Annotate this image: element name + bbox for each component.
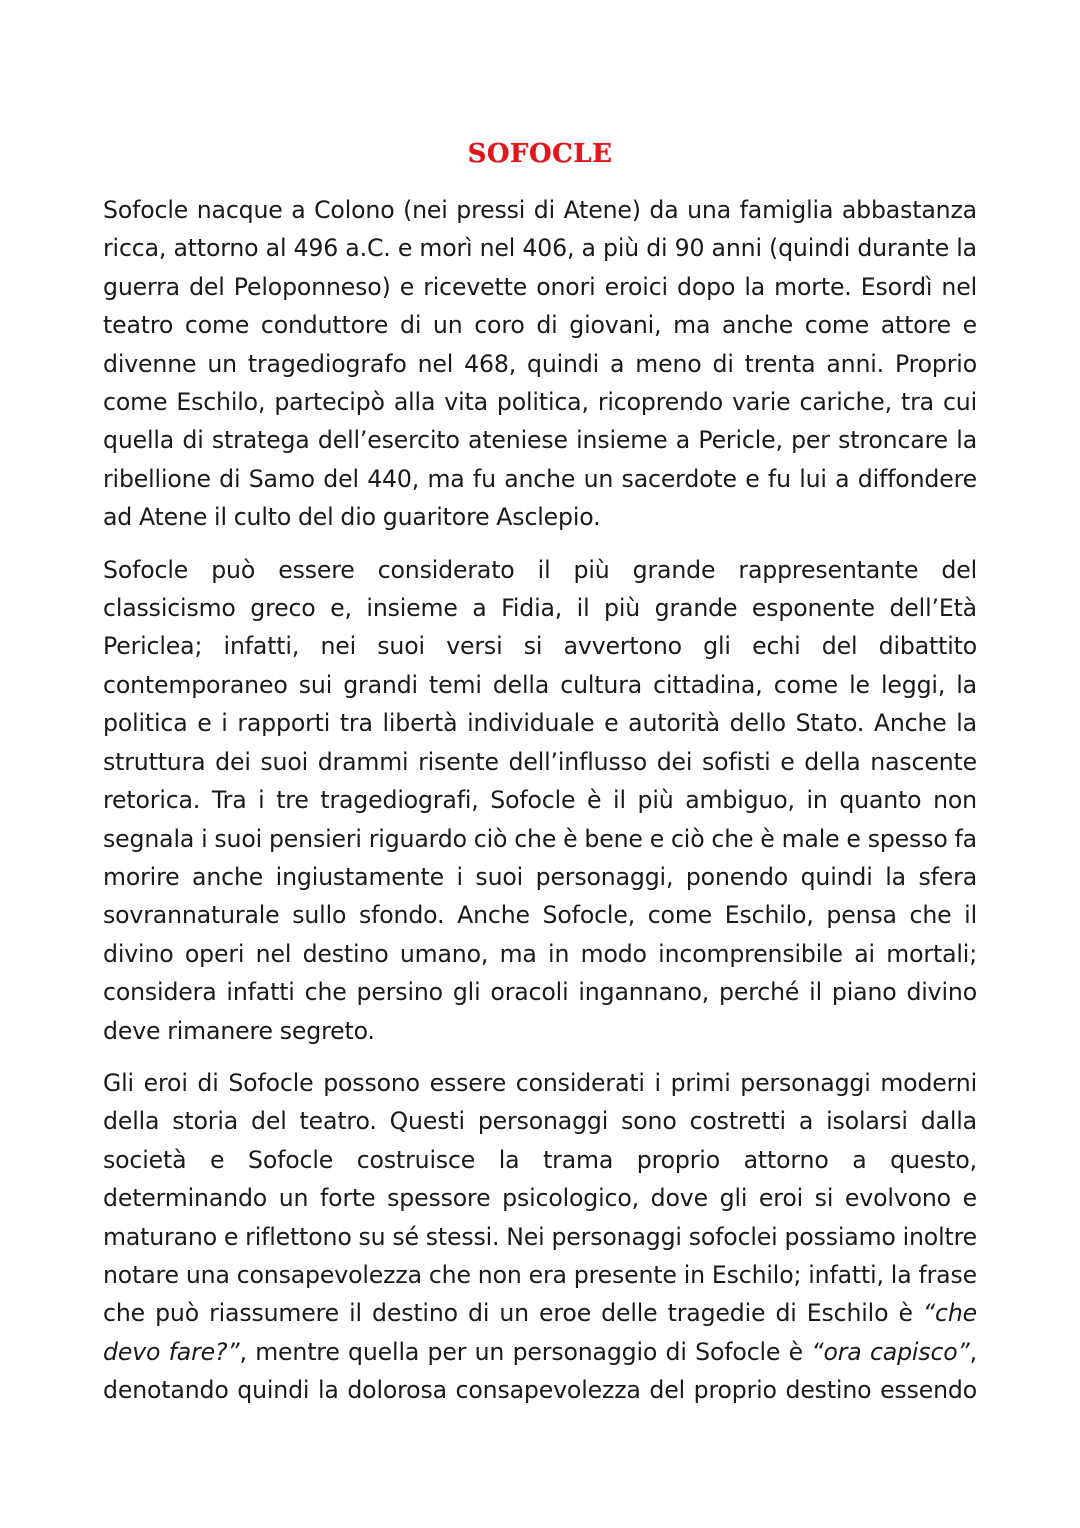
page-title: SOFOCLE [467,139,613,169]
paragraph-classicism: Sofocle può essere considerato il più grande rappresentante del classicismo greco e, insieme a Fidia, il più grande esponente dell’Età Periclea; infatti, nei suoi versi si avvertono gli echi del dibattito contemporaneo sui grandi temi della cultura cittadina, come le leggi, la politica e i rapporti tra libertà individuale e autorità dello Stato. Anche la struttura dei suoi drammi risente dell’influsso dei sofisti e della nascente retorica. Tra i tre tragediografi, Sofocle è il più ambiguo, in quanto non segnala i suoi pensieri riguardo ciò che è bene e ciò che è male e spesso fa morire anche ingiustamente i suoi personaggi, ponendo quindi la sfera sovrannaturale sullo sfondo. Anche Sofocle, come Eschilo, pensa che il divino operi nel destino umano, ma in modo incomprensibile ai mortali; considera infatti che persino gli oracoli ingannano, perché il piano divino deve rimanere segreto. [103,555,977,1045]
paragraph-heroes-text-middle: , mentre quella per un personaggio di Sofocle è [239,1337,812,1366]
paragraph-biography: Sofocle nacque a Colono (nei pressi di Atene) da una famiglia abbastanza ricca, attorno al 496 a.C. e morì nel 406, a più di 90 anni (quindi durante la guerra del Peloponneso) e ricevette onori eroici dopo la morte. Esordì nel teatro come conduttore di un coro di giovani, ma anche come attore e divenne un tragediografo nel 468, quindi a meno di trenta anni. Proprio come Eschilo, partecipò alla vita politica, ricoprendo varie cariche, tra cui quella di stratega dell’esercito ateniese insieme a Pericle, per stroncare la ribellione di Samo del 440, ma fu anche un sacerdote e fu lui a diffondere ad Atene il culto del dio guaritore Asclepio. [103,196,977,532]
paragraph-heroes-text-before: Gli eroi di Sofocle possono essere considerati i primi personaggi moderni della storia del teatro. Questi personaggi sono costretti a isolarsi dalla società e Sofocle costruisce la trama proprio attorno a questo, determinando un forte spessore psicologico, dove gli eroi si evolvono e maturano e riflettono su sé stessi. Nei personaggi sofoclei possiamo inoltre notare una consapevolezza che non era presente in Eschilo; infatti, la frase che può riassumere il destino di un eroe delle tragedie di Eschilo è [103,1068,977,1328]
paragraph-heroes-text-after: , denotando quindi la dolorosa consapevolezza del proprio destino essendo [103,1337,977,1405]
document-body [103,191,977,1424]
quote-eschilo: “che devo fare?” [103,1299,977,1366]
paragraph-heroes [103,1064,977,1410]
quote-sofocle: “ora capisco” [811,1337,970,1366]
